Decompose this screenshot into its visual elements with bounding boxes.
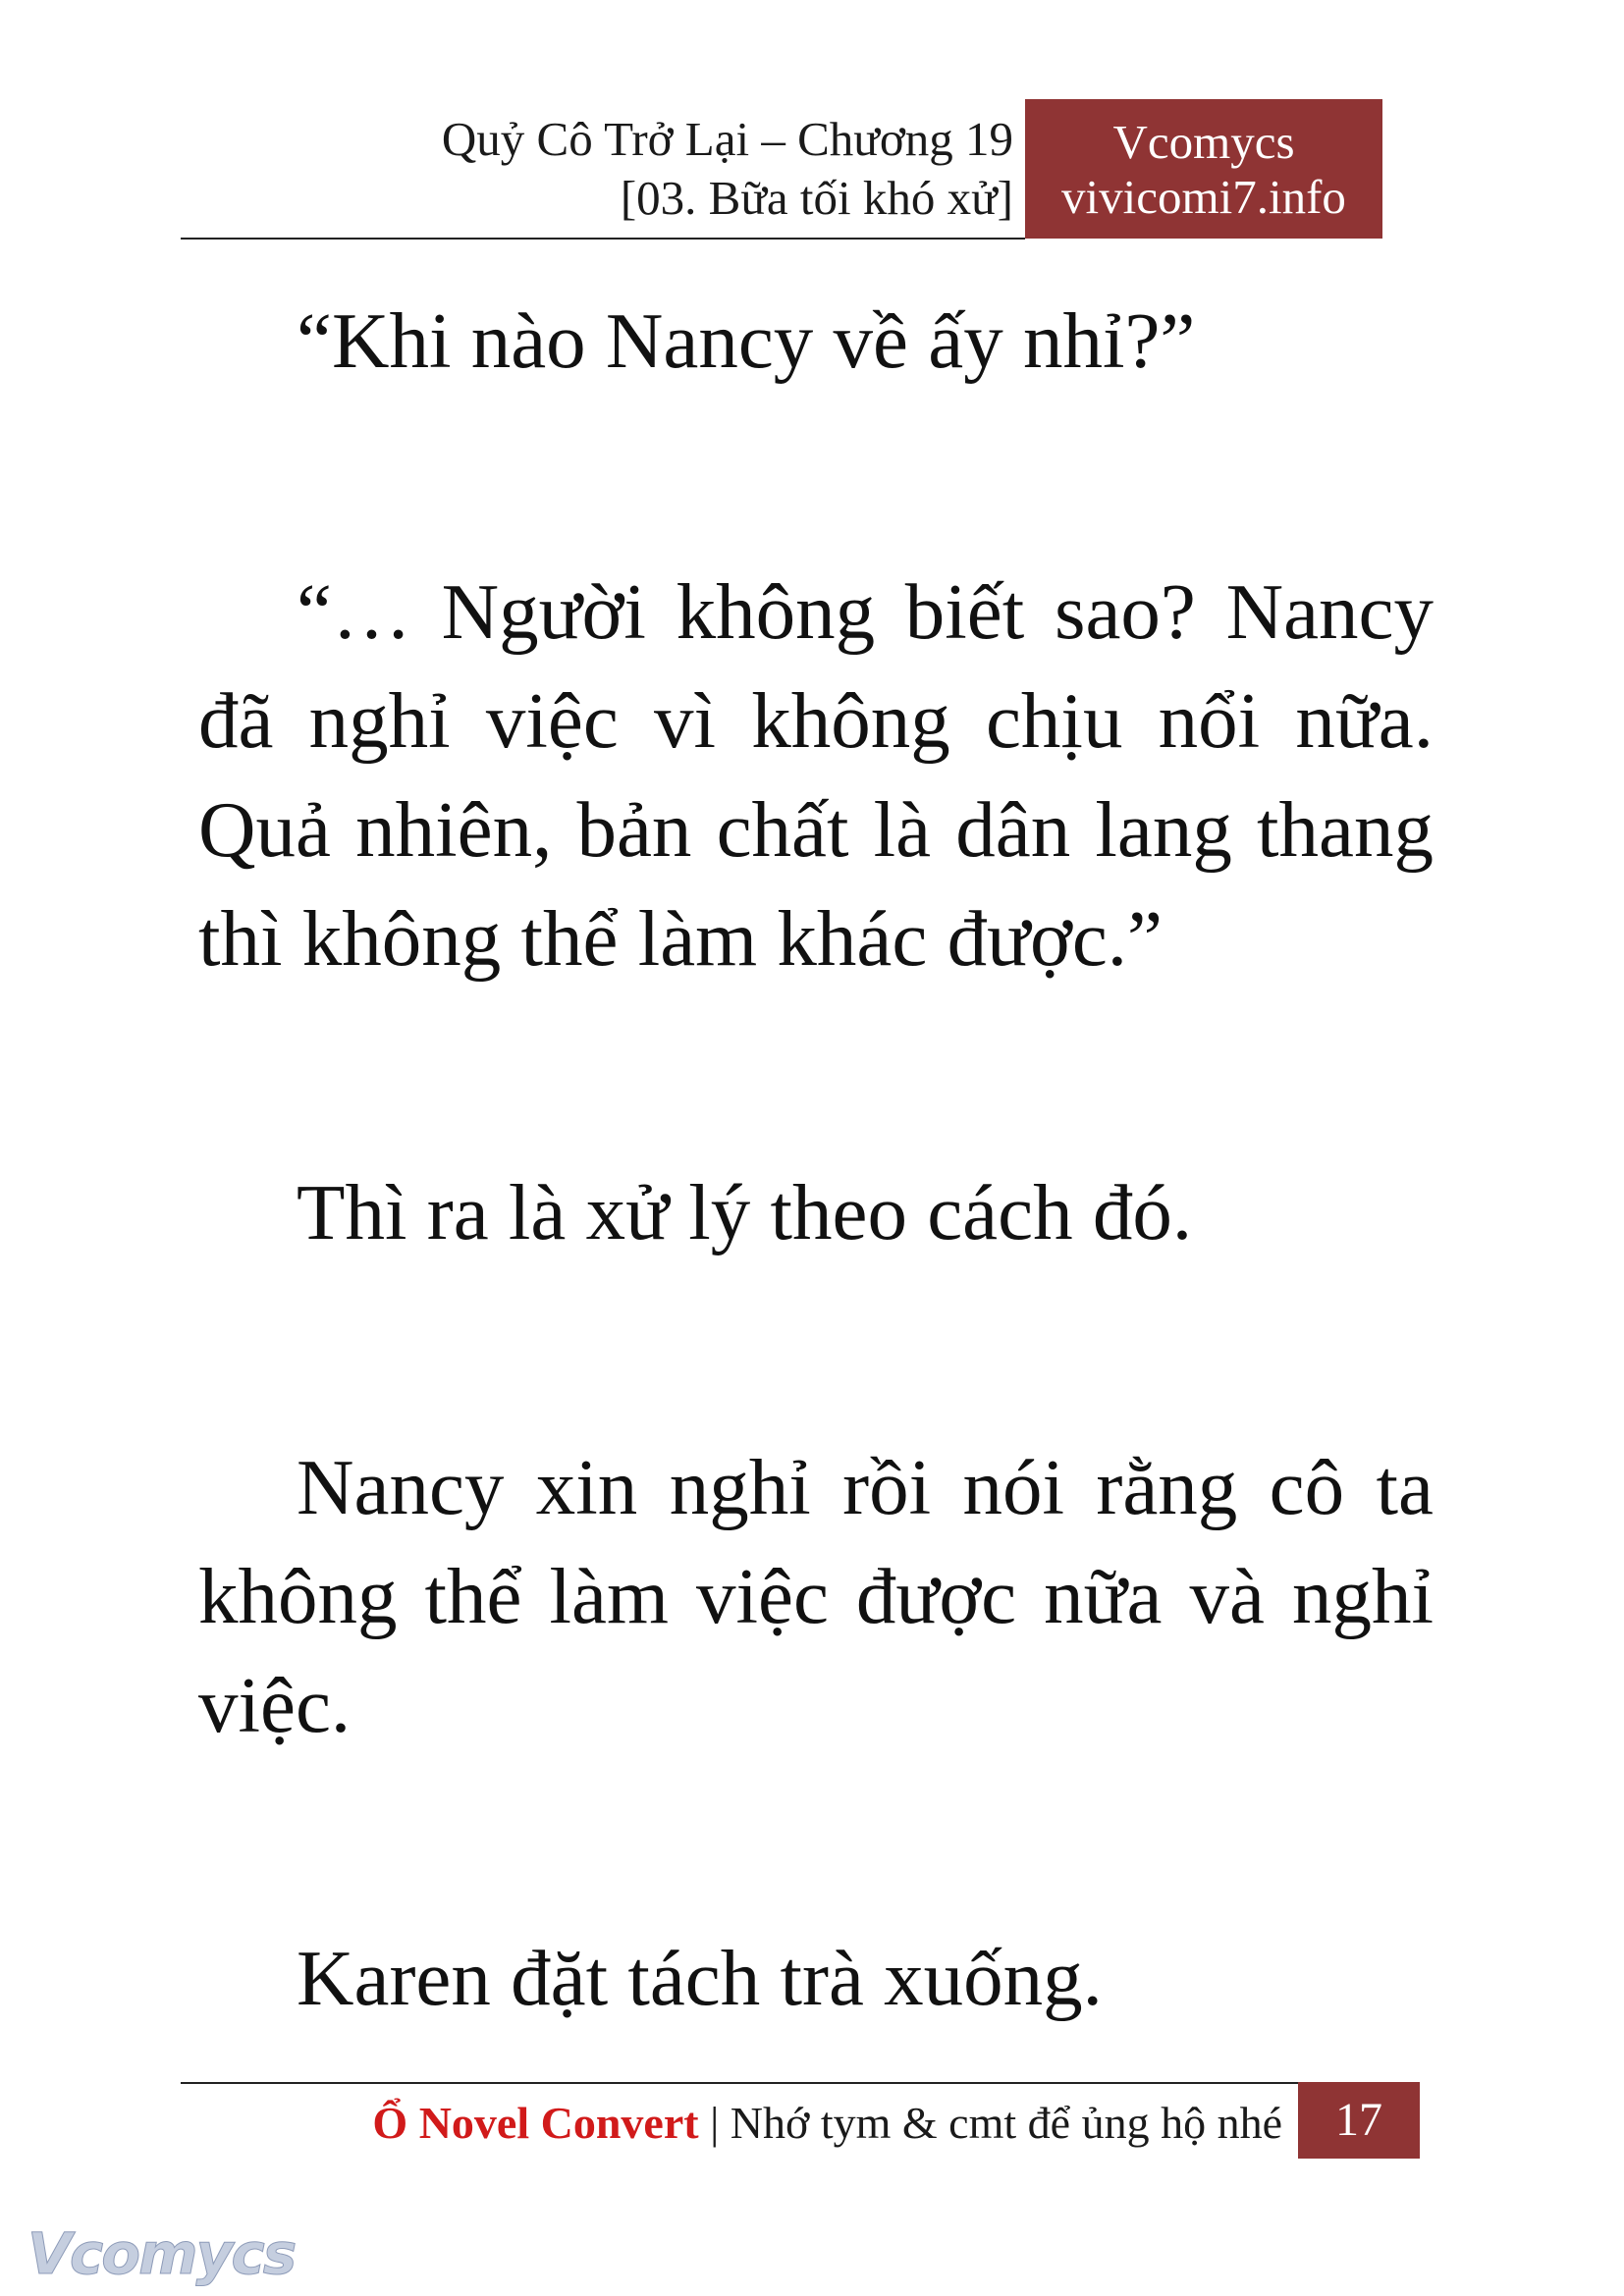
chapter-title-line-1: Quỷ Cô Trở Lại – Chương 19 [441, 112, 1013, 166]
footer-separator: | [710, 2098, 720, 2148]
footer-message: Nhớ tym & cmt để ủng hộ nhé [730, 2098, 1282, 2148]
paragraph-3: Thì ra là xử lý theo cách đó. [297, 1168, 1193, 1256]
footer-brand: Ổ Novel Convert [372, 2098, 699, 2148]
site-badge [1025, 99, 1382, 239]
footer-divider [181, 2082, 1300, 2084]
vcomycs-logo: Vcomycs [27, 2220, 296, 2287]
page-number: 17 [1298, 2082, 1420, 2159]
paragraph-1: “Khi nào Nancy về ấy nhỉ?” [297, 296, 1196, 385]
paragraph-4: Nancy xin nghỉ rồi nói rằng cô ta không thể làm việc được nữa và nghỉ việc. [198, 1443, 1434, 1749]
footer-text [181, 2095, 1282, 2152]
header-divider [181, 238, 1025, 240]
site-url: vivicomi7.info [1061, 170, 1346, 224]
paragraph-2: “… Người không biết sao? Nancy đã nghỉ việc vì không chịu nổi nữa. Quả nhiên, bản chất là dân lang thang thì không thể làm khác được.” [198, 567, 1434, 983]
chapter-title-line-2: [03. Bữa tối khó xử] [620, 171, 1013, 225]
site-name: Vcomycs [1112, 115, 1295, 169]
paragraph-5: Karen đặt tách trà xuống. [297, 1934, 1103, 2022]
chapter-title [177, 110, 1013, 228]
